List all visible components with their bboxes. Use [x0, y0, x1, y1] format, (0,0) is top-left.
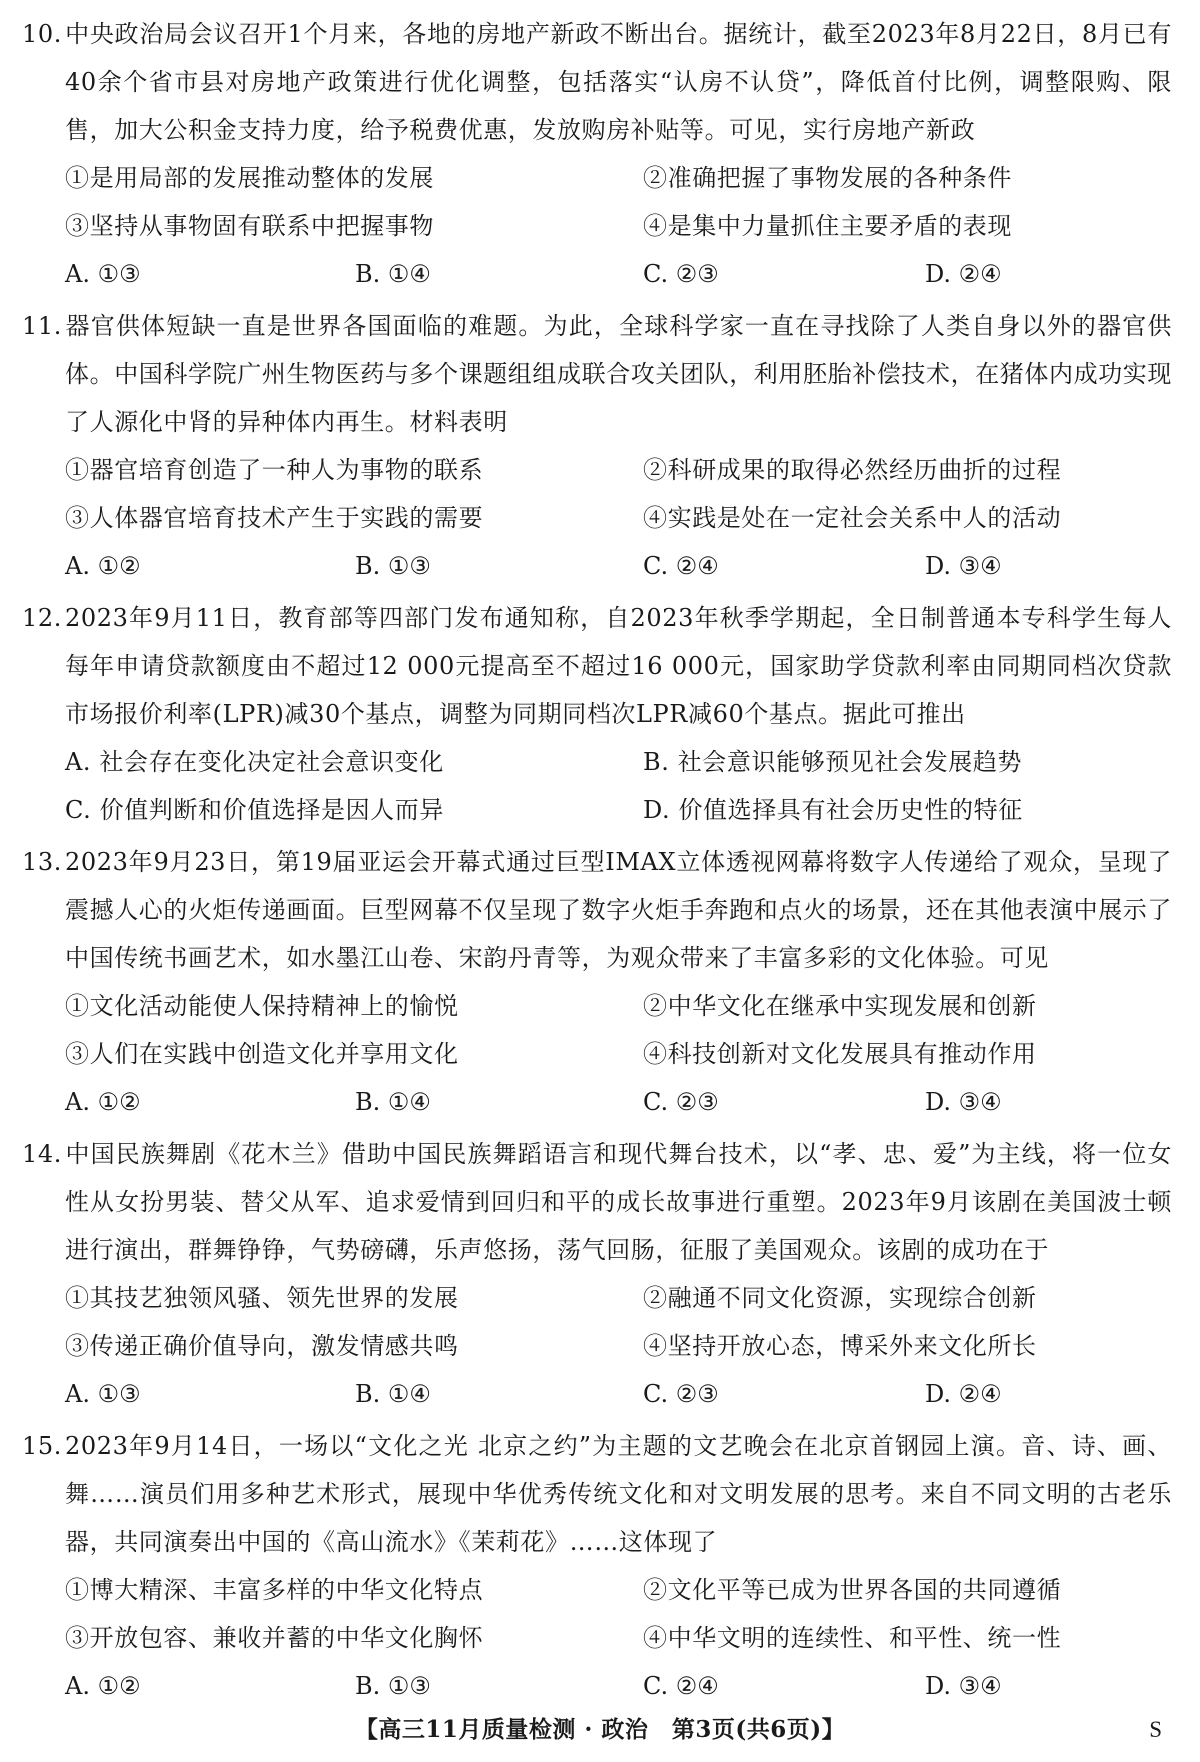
option-item: A. 社会存在变化决定社会意识变化: [65, 748, 444, 776]
option-item: ①博大精深、丰富多样的中华文化特点: [65, 1576, 484, 1604]
question-text: 2023年9月23日，第19届亚运会开幕式通过巨型IMAX立体透视网幕将数字人传递给了观众，呈现了震撼人心的火炬传递画面。巨型网幕不仅呈现了数字火炬手奔跑和点火的场景，还在其他表演中展示了中国传统书画艺术，如水墨江山卷、宋韵丹青等，为观众带来了丰富多彩的文化体验。可见: [65, 848, 1172, 972]
page-footer: [0, 1712, 1200, 1748]
option-item: ③人们在实践中创造文化并享用文化: [65, 1040, 459, 1068]
question-number: 14.: [22, 1140, 62, 1168]
option-item: ③坚持从事物固有联系中把握事物: [65, 212, 434, 240]
question-number: 13.: [22, 848, 62, 876]
option-list: [22, 1566, 1172, 1662]
footer-code: S: [1149, 1717, 1162, 1742]
option-item: ①器官培育创造了一种人为事物的联系: [65, 456, 484, 484]
question-number: 10.: [22, 20, 62, 48]
question-number: 11.: [22, 312, 62, 340]
question-number: 15.: [22, 1432, 62, 1460]
option-item: ②科研成果的取得必然经历曲折的过程: [643, 456, 1062, 484]
question-text: 中央政治局会议召开1个月来，各地的房地产新政不断出台。据统计，截至2023年8月22日，8月已有40余个省市县对房地产政策进行优化调整，包括落实“认房不认贷”，降低首付比例，调整限购、限售，加大公积金支持力度，给予税费优惠，发放购房补贴等。可见，实行房地产新政: [65, 20, 1172, 144]
option-item: ②中华文化在继承中实现发展和创新: [643, 992, 1037, 1020]
option-item: ②融通不同文化资源，实现综合创新: [643, 1284, 1037, 1312]
question: [22, 1422, 1172, 1710]
question: [22, 10, 1172, 298]
option-item: ①其技艺独领风骚、领先世界的发展: [65, 1284, 459, 1312]
question: [22, 1130, 1172, 1418]
question: [22, 594, 1172, 834]
answer-choices: [22, 250, 1172, 298]
option-item: ③传递正确价值导向，激发情感共鸣: [65, 1332, 459, 1360]
option-item: ④实践是处在一定社会关系中人的活动: [643, 504, 1062, 532]
answer-choice: C. ②③: [643, 1088, 719, 1116]
question: [22, 838, 1172, 1126]
question-stem: [22, 1130, 1172, 1274]
answer-choice: C. ②④: [643, 1672, 719, 1700]
option-item: D. 价值选择具有社会历史性的特征: [643, 796, 1023, 824]
option-item: ①是用局部的发展推动整体的发展: [65, 164, 434, 192]
exam-page: [22, 10, 1172, 1714]
option-item: ④科技创新对文化发展具有推动作用: [643, 1040, 1037, 1068]
option-list: [22, 154, 1172, 250]
answer-choice: A. ①②: [65, 1088, 141, 1116]
answer-choice: A. ①③: [65, 260, 141, 288]
question-number: 12.: [22, 604, 62, 632]
answer-choice: A. ①③: [65, 1380, 141, 1408]
question: [22, 302, 1172, 590]
answer-choice: B. ①④: [355, 1380, 431, 1408]
option-item: ①文化活动能使人保持精神上的愉悦: [65, 992, 459, 1020]
answer-choice: A. ①②: [65, 552, 141, 580]
option-item: C. 价值判断和价值选择是因人而异: [65, 796, 444, 824]
question-text: 2023年9月11日，教育部等四部门发布通知称，自2023年秋季学期起，全日制普通本专科学生每人每年申请贷款额度由不超过12 000元提高至不超过16 000元，国家助学贷款利率由同期同档次贷款市场报价利率(LPR)减30个基点，调整为同期同档次LPR减60个基点。据此可推出: [65, 604, 1172, 728]
answer-choices: [22, 1662, 1172, 1710]
answer-choice: B. ①④: [355, 1088, 431, 1116]
option-list: [22, 738, 1172, 834]
answer-choice: C. ②③: [643, 260, 719, 288]
question-stem: [22, 302, 1172, 446]
answer-choice: D. ②④: [925, 260, 1002, 288]
footer-title: 【高三11月质量检测 · 政治 第3页(共6页)】: [354, 1716, 846, 1743]
option-item: ④中华文明的连续性、和平性、统一性: [643, 1624, 1062, 1652]
option-item: ②准确把握了事物发展的各种条件: [643, 164, 1012, 192]
answer-choice: D. ③④: [925, 1672, 1002, 1700]
answer-choice: B. ①③: [355, 552, 431, 580]
question-stem: [22, 594, 1172, 738]
answer-choice: C. ②③: [643, 1380, 719, 1408]
option-list: [22, 982, 1172, 1078]
option-list: [22, 1274, 1172, 1370]
answer-choices: [22, 1370, 1172, 1418]
answer-choices: [22, 542, 1172, 590]
question-text: 中国民族舞剧《花木兰》借助中国民族舞蹈语言和现代舞台技术，以“孝、忠、爱”为主线，将一位女性从女扮男装、替父从军、追求爱情到回归和平的成长故事进行重塑。2023年9月该剧在美国波士顿进行演出，群舞铮铮，气势磅礴，乐声悠扬，荡气回肠，征服了美国观众。该剧的成功在于: [65, 1140, 1172, 1264]
answer-choice: D. ②④: [925, 1380, 1002, 1408]
option-item: B. 社会意识能够预见社会发展趋势: [643, 748, 1023, 776]
option-item: ③人体器官培育技术产生于实践的需要: [65, 504, 484, 532]
answer-choice: D. ③④: [925, 552, 1002, 580]
option-list: [22, 446, 1172, 542]
question-stem: [22, 838, 1172, 982]
answer-choices: [22, 1078, 1172, 1126]
answer-choice: B. ①③: [355, 1672, 431, 1700]
option-item: ③开放包容、兼收并蓄的中华文化胸怀: [65, 1624, 484, 1652]
question-stem: [22, 1422, 1172, 1566]
option-item: ②文化平等已成为世界各国的共同遵循: [643, 1576, 1062, 1604]
answer-choice: C. ②④: [643, 552, 719, 580]
question-text: 器官供体短缺一直是世界各国面临的难题。为此，全球科学家一直在寻找除了人类自身以外的器官供体。中国科学院广州生物医药与多个课题组组成联合攻关团队，利用胚胎补偿技术，在猪体内成功实现了人源化中肾的异种体内再生。材料表明: [65, 312, 1172, 436]
answer-choice: B. ①④: [355, 260, 431, 288]
option-item: ④坚持开放心态，博采外来文化所长: [643, 1332, 1037, 1360]
answer-choice: A. ①②: [65, 1672, 141, 1700]
option-item: ④是集中力量抓住主要矛盾的表现: [643, 212, 1012, 240]
question-stem: [22, 10, 1172, 154]
answer-choice: D. ③④: [925, 1088, 1002, 1116]
question-text: 2023年9月14日，一场以“文化之光 北京之约”为主题的文艺晚会在北京首钢园上演。音、诗、画、舞……演员们用多种艺术形式，展现中华优秀传统文化和对文明发展的思考。来自不同文明的古老乐器，共同演奏出中国的《高山流水》《茉莉花》……这体现了: [65, 1432, 1172, 1556]
